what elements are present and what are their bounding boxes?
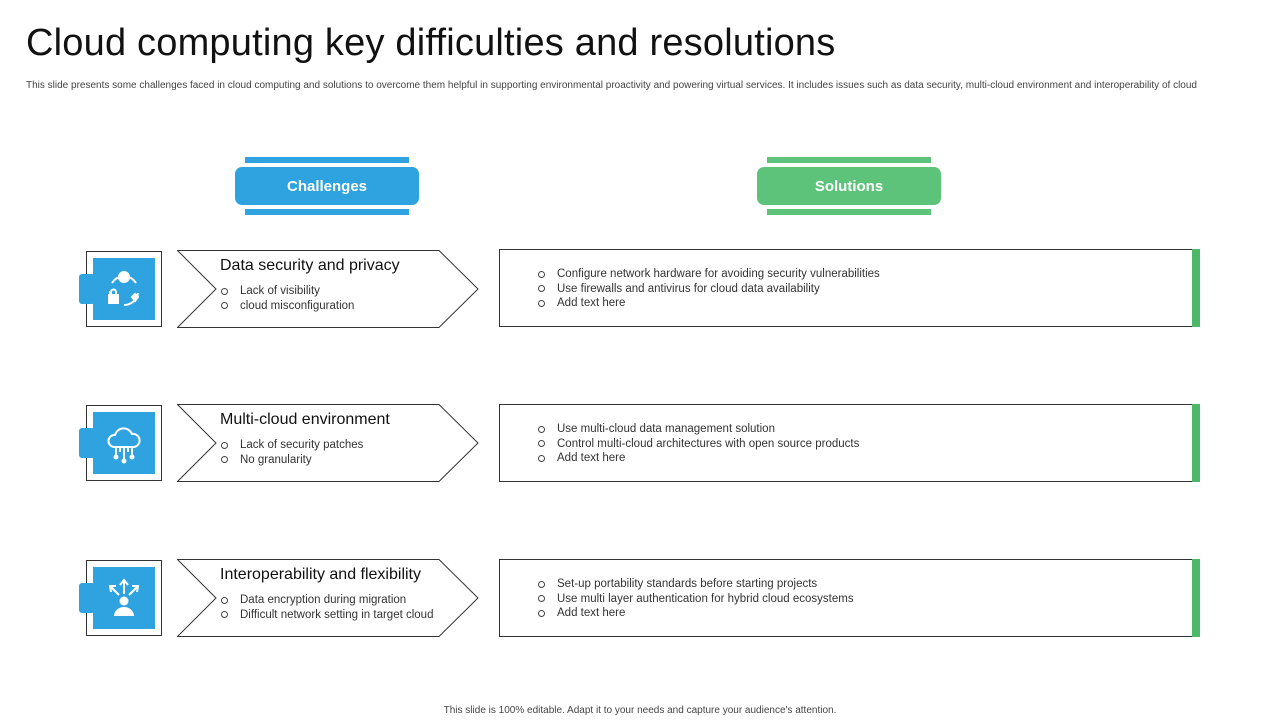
list-item: Add text here bbox=[538, 606, 854, 621]
list-item: Configure network hardware for avoiding security vulnerabilities bbox=[538, 267, 880, 282]
list-item: Use firewalls and antivirus for cloud data availability bbox=[538, 282, 880, 297]
bullet-icon bbox=[221, 288, 228, 295]
challenge-title: Data security and privacy bbox=[220, 257, 400, 274]
challenge-chevron bbox=[177, 250, 479, 328]
page-title: Cloud computing key difficulties and resolutions bbox=[26, 22, 836, 64]
footer-note: This slide is 100% editable. Adapt it to your needs and capture your audience's attention. bbox=[443, 705, 837, 716]
bullet-icon bbox=[538, 440, 545, 447]
list-item: Control multi-cloud architectures with open source products bbox=[538, 437, 859, 452]
solution-box bbox=[499, 249, 1193, 327]
list-item: No granularity bbox=[221, 453, 363, 468]
bullet-icon bbox=[538, 455, 545, 462]
challenge-list bbox=[221, 284, 354, 313]
bullet-icon bbox=[538, 300, 545, 307]
challenge-list bbox=[221, 438, 363, 467]
challenges-header-top-bar bbox=[245, 157, 409, 163]
challenge-title: Interoperability and flexibility bbox=[220, 566, 421, 583]
challenge-title: Multi-cloud environment bbox=[220, 411, 390, 428]
solution-accent-bar bbox=[1192, 249, 1200, 327]
user-directions-icon bbox=[93, 567, 155, 629]
bullet-icon bbox=[538, 285, 545, 292]
bullet-icon bbox=[221, 611, 228, 618]
challenge-chevron bbox=[177, 404, 479, 482]
solution-accent-bar bbox=[1192, 404, 1200, 482]
list-item: Add text here bbox=[538, 451, 859, 466]
page-subtitle: This slide presents some challenges faced in cloud computing and solutions to overcome them helpful in supporting environmental proactivity and powering virtual services. It includes issues such as data security, multi-cloud environment and interoperability of cloud bbox=[26, 80, 1197, 91]
solution-box bbox=[499, 559, 1193, 637]
bullet-icon bbox=[538, 595, 545, 602]
security-cycle-icon bbox=[93, 258, 155, 320]
row-icon-box bbox=[86, 405, 162, 481]
bullet-icon bbox=[221, 442, 228, 449]
bullet-icon bbox=[221, 456, 228, 463]
challenge-chevron bbox=[177, 559, 479, 637]
solution-list bbox=[538, 267, 880, 311]
solution-list bbox=[538, 422, 859, 466]
cloud-network-icon bbox=[93, 412, 155, 474]
bullet-icon bbox=[538, 426, 545, 433]
list-item: Use multi layer authentication for hybrid cloud ecosystems bbox=[538, 592, 854, 607]
list-item: Set-up portability standards before starting projects bbox=[538, 577, 854, 592]
list-item: Add text here bbox=[538, 296, 880, 311]
bullet-icon bbox=[221, 597, 228, 604]
bullet-icon bbox=[221, 302, 228, 309]
solution-list bbox=[538, 577, 854, 621]
list-item: Data encryption during migration bbox=[221, 593, 433, 608]
bullet-icon bbox=[538, 610, 545, 617]
bullet-icon bbox=[538, 271, 545, 278]
solutions-header-top-bar bbox=[767, 157, 931, 163]
solution-accent-bar bbox=[1192, 559, 1200, 637]
list-item: Difficult network setting in target cloud bbox=[221, 608, 433, 623]
list-item: Lack of visibility bbox=[221, 284, 354, 299]
challenges-header-label: Challenges bbox=[235, 167, 419, 205]
solutions-header-label: Solutions bbox=[757, 167, 941, 205]
list-item: Lack of security patches bbox=[221, 438, 363, 453]
list-item: cloud misconfiguration bbox=[221, 299, 354, 314]
bullet-icon bbox=[538, 581, 545, 588]
solution-box bbox=[499, 404, 1193, 482]
challenges-header-bottom-bar bbox=[245, 209, 409, 215]
solutions-header-bottom-bar bbox=[767, 209, 931, 215]
challenge-list bbox=[221, 593, 433, 622]
row-icon-box bbox=[86, 251, 162, 327]
row-icon-box bbox=[86, 560, 162, 636]
list-item: Use multi-cloud data management solution bbox=[538, 422, 859, 437]
